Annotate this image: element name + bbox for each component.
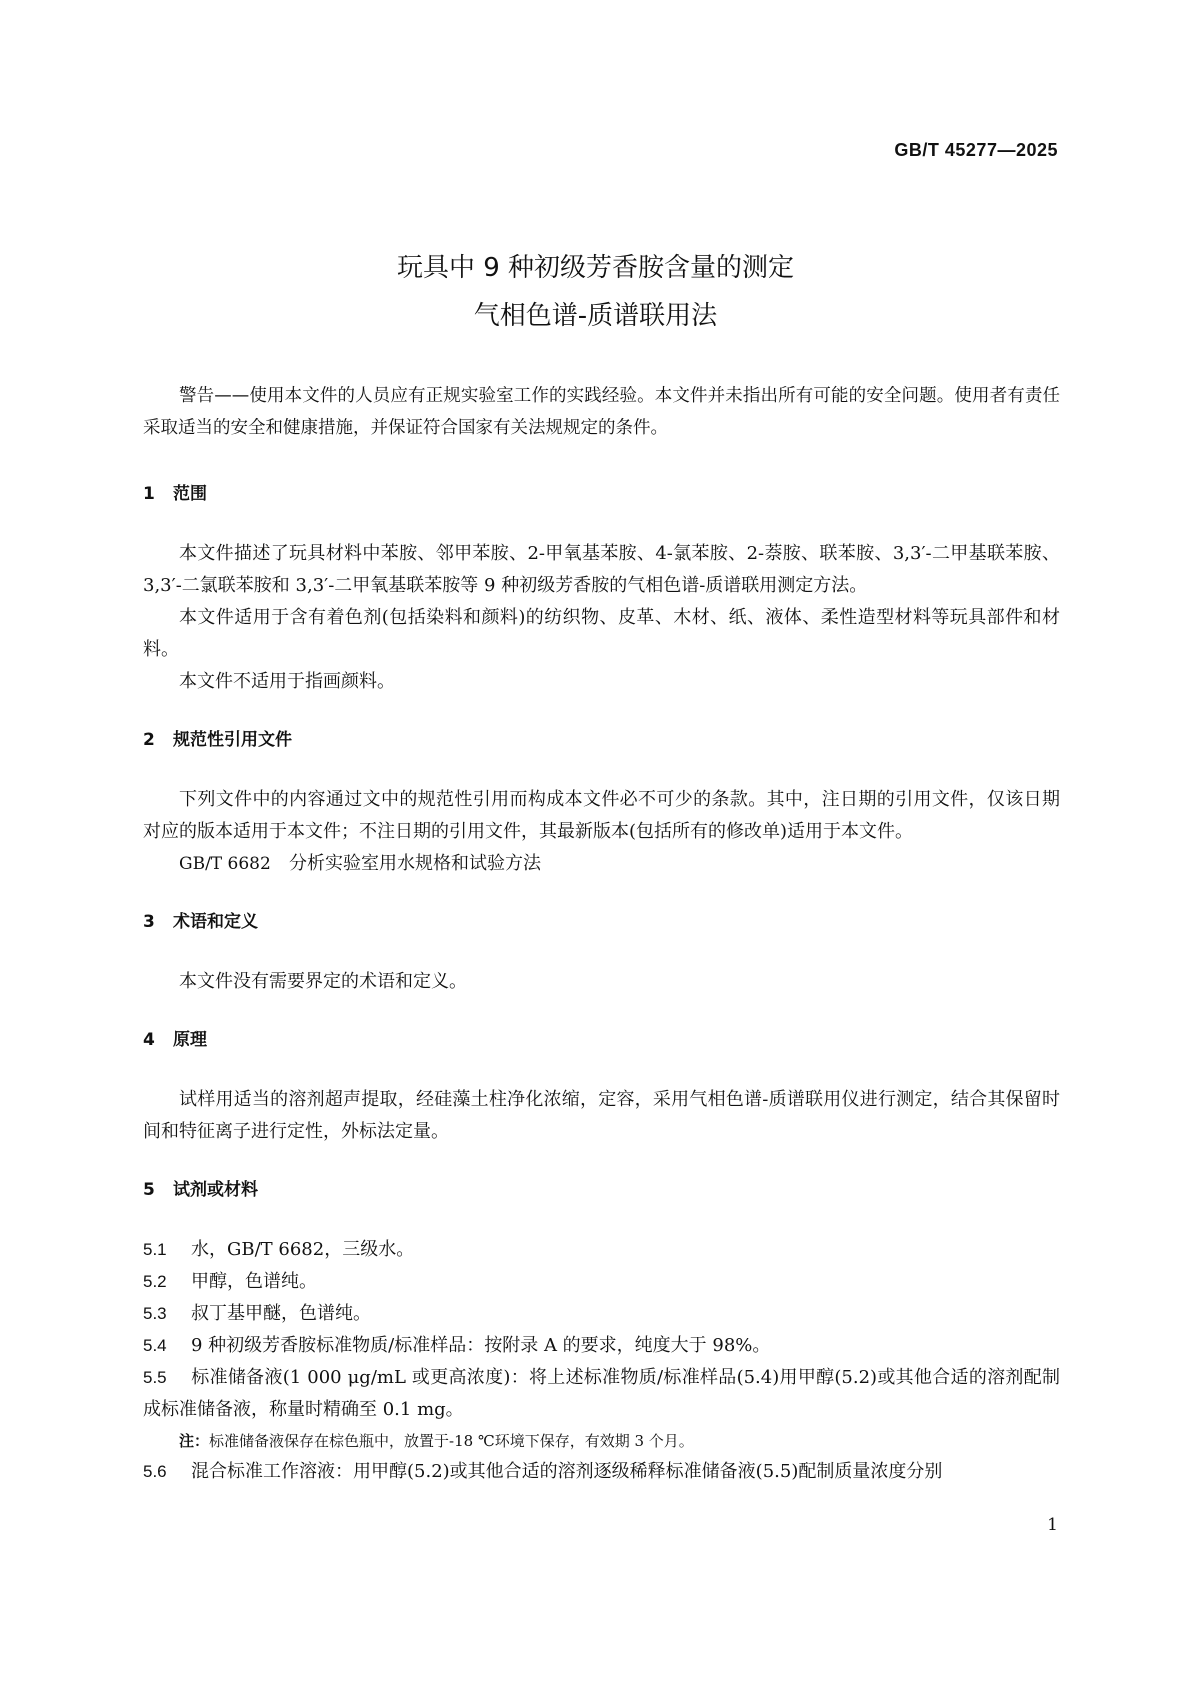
standard-code: GB/T 45277—2025 bbox=[894, 140, 1058, 160]
reagent-item: 5.2 甲醇，色谱纯。 bbox=[143, 1271, 317, 1292]
reference-entry bbox=[143, 848, 1060, 880]
title-line-2: 气相色谱-质谱联用法 bbox=[473, 301, 718, 331]
section-heading-3: 3 术语和定义 bbox=[143, 912, 258, 932]
terms-paragraph: 本文件没有需要界定的术语和定义。 bbox=[179, 971, 467, 992]
reagent-item: 5.1 水，GB/T 6682，三级水。 bbox=[143, 1239, 415, 1260]
scope-paragraph: 本文件描述了玩具材料中苯胺、邻甲苯胺、2-甲氧基苯胺、4-氯苯胺、2-萘胺、联苯胺、3,3′-二甲基联苯胺、3,3′-二氯联苯胺和 3,3′-二甲氧基联苯胺等 9 种初级芳香胺的气相色谱-质谱联用测定方法。 bbox=[143, 543, 1060, 596]
warning-paragraph: 警告——使用本文件的人员应有正规实验室工作的实践经验。本文件并未指出所有可能的安全问题。使用者有责任采取适当的安全和健康措施，并保证符合国家有关法规规定的条件。 bbox=[143, 386, 1060, 438]
note-label: 注： bbox=[179, 1432, 210, 1450]
document-body bbox=[143, 380, 1060, 1488]
reagent-item: 5.4 9 种初级芳香胺标准物质/标准样品：按附录 A 的要求，纯度大于 98%。 bbox=[143, 1335, 771, 1356]
note bbox=[143, 1426, 1060, 1456]
scope-paragraph: 本文件适用于含有着色剂(包括染料和颜料)的纺织物、皮革、木材、纸、液体、柔性造型材料等玩具部件和材料。 bbox=[143, 607, 1060, 660]
reference-title: 分析实验室用水规格和试验方法 bbox=[289, 853, 541, 874]
principle-paragraph: 试样用适当的溶剂超声提取，经硅藻土柱净化浓缩，定容，采用气相色谱-质谱联用仪进行测定，结合其保留时间和特征离子进行定性，外标法定量。 bbox=[143, 1089, 1060, 1142]
scope-paragraph: 本文件不适用于指画颜料。 bbox=[179, 671, 395, 692]
section-heading-2: 2 规范性引用文件 bbox=[143, 730, 292, 750]
section-heading-1: 1 范围 bbox=[143, 484, 207, 504]
document-title bbox=[0, 244, 1191, 340]
references-paragraph: 下列文件中的内容通过文中的规范性引用而构成本文件必不可少的条款。其中，注日期的引用文件，仅该日期对应的版本适用于本文件；不注日期的引用文件，其最新版本(包括所有的修改单)适用于本文件。 bbox=[143, 789, 1060, 842]
reference-code: GB/T 6682 bbox=[179, 854, 271, 874]
page-number: 1 bbox=[1047, 1515, 1058, 1535]
note-text: 标准储备液保存在棕色瓶中，放置于-18 ℃环境下保存，有效期 3 个月。 bbox=[209, 1432, 694, 1450]
title-line-1: 玩具中 9 种初级芳香胺含量的测定 bbox=[396, 253, 795, 283]
reagent-item: 5.3 叔丁基甲醚，色谱纯。 bbox=[143, 1303, 371, 1324]
section-heading-4: 4 原理 bbox=[143, 1030, 207, 1050]
reagent-item: 5.6 混合标准工作溶液：用甲醇(5.2)或其他合适的溶剂逐级稀释标准储备液(5.5)配制质量浓度分别 bbox=[143, 1461, 943, 1482]
section-heading-5: 5 试剂或材料 bbox=[143, 1180, 258, 1200]
reagent-item: 5.5 标准储备液(1 000 μg/mL 或更高浓度)：将上述标准物质/标准样品(5.4)用甲醇(5.2)或其他合适的溶剂配制成标准储备液，称量时精确至 0.1 mg。 bbox=[143, 1367, 1060, 1420]
